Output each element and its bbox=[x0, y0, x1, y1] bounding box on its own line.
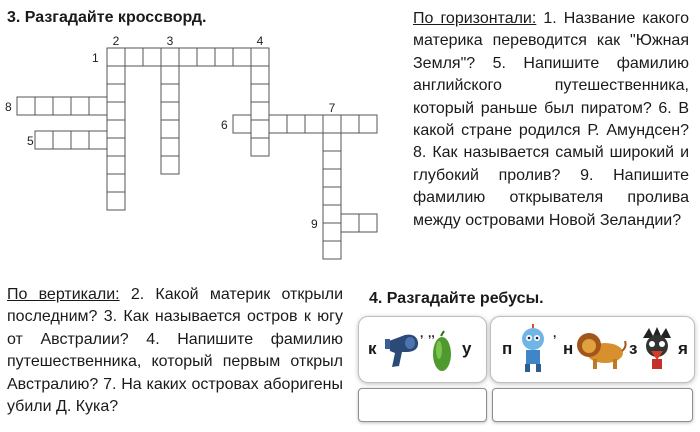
cell bbox=[233, 48, 251, 66]
clue-number-2: 2 bbox=[112, 34, 120, 48]
clue-number-5: 5 bbox=[27, 134, 34, 148]
cell bbox=[323, 205, 341, 223]
rebus-card-1 bbox=[358, 316, 487, 383]
cell bbox=[161, 120, 179, 138]
cell bbox=[323, 187, 341, 205]
cell bbox=[53, 131, 71, 149]
cell bbox=[341, 115, 359, 133]
cell bbox=[251, 48, 269, 66]
cell bbox=[125, 48, 143, 66]
cell bbox=[359, 115, 377, 133]
cucumber-icon bbox=[429, 330, 455, 374]
rebus-letter-z: з bbox=[629, 339, 638, 358]
cell bbox=[215, 48, 233, 66]
cell bbox=[233, 115, 251, 133]
cell bbox=[161, 156, 179, 174]
rebus-letter-u: у bbox=[462, 339, 472, 358]
hair-dryer-icon bbox=[383, 327, 423, 371]
cell bbox=[71, 131, 89, 149]
cell bbox=[35, 131, 53, 149]
rebus-answer-field-1[interactable] bbox=[358, 388, 487, 422]
cell bbox=[287, 115, 305, 133]
cell bbox=[323, 169, 341, 187]
crossword-heading: 3. Разгадайте кроссворд. bbox=[7, 9, 207, 26]
clue-number-6: 6 bbox=[221, 118, 228, 132]
down-title: По вертикали: bbox=[7, 286, 120, 303]
cell bbox=[107, 66, 125, 84]
cell bbox=[107, 138, 125, 156]
cell bbox=[107, 174, 125, 192]
cell bbox=[89, 97, 107, 115]
cell bbox=[197, 48, 215, 66]
rebus-letter-n: н bbox=[563, 339, 574, 358]
cell bbox=[143, 48, 161, 66]
rebus-answer-field-2[interactable] bbox=[492, 388, 693, 422]
cell bbox=[53, 97, 71, 115]
cell bbox=[161, 66, 179, 84]
cell bbox=[17, 97, 35, 115]
cell bbox=[161, 84, 179, 102]
cell bbox=[161, 138, 179, 156]
lion-icon bbox=[575, 327, 627, 371]
clue-number-3: 3 bbox=[166, 34, 174, 48]
clue-number-1: 1 bbox=[92, 51, 99, 65]
cell bbox=[107, 102, 125, 120]
rebus-letter-k: к bbox=[368, 339, 377, 358]
clue-number-8: 8 bbox=[5, 100, 12, 114]
cell bbox=[251, 66, 269, 84]
rebus-letter-p: п bbox=[502, 339, 513, 358]
down-text: 2. Какой материк открыли последним? 3. Как называется остров к югу от Австралии? 4. Напишите фамилию путешественника, который первым открыл Австралию? 7. На каких островах аборигены убили Д. Кука? bbox=[7, 286, 344, 416]
cell bbox=[251, 102, 269, 120]
rebus-letter-ya: я bbox=[678, 339, 688, 358]
across-text: 1. Название какого материка переводится как "Южная Земля"? 5. Напишите фамилию английского путешественника, который раньше был пиратом? 6. В какой стране родился Р. Амундсен? 8. Как называется самый широкий и глубокий пролив? 9. Напишите фамилию открывателя пролива между островами Новой Зеландии? bbox=[413, 10, 689, 229]
cell bbox=[161, 48, 179, 66]
cell bbox=[305, 115, 323, 133]
crossword-grid bbox=[0, 30, 400, 275]
rebus-comma-left: ,, bbox=[428, 326, 435, 340]
crow-character-icon bbox=[639, 326, 675, 370]
rebus-card-2 bbox=[490, 316, 695, 383]
cell bbox=[269, 115, 287, 133]
cell bbox=[323, 151, 341, 169]
cell bbox=[251, 120, 269, 138]
down-clues bbox=[7, 284, 343, 418]
cell bbox=[359, 214, 377, 232]
cell bbox=[161, 102, 179, 120]
cell bbox=[251, 138, 269, 156]
cell bbox=[323, 241, 341, 259]
cell bbox=[323, 115, 341, 133]
cell bbox=[107, 84, 125, 102]
cell bbox=[323, 223, 341, 241]
across-clues bbox=[413, 8, 689, 232]
clue-number-9: 9 bbox=[311, 217, 318, 231]
clue-number-4: 4 bbox=[256, 34, 264, 48]
cell bbox=[179, 48, 197, 66]
cell bbox=[35, 97, 53, 115]
cell bbox=[107, 156, 125, 174]
cell bbox=[89, 131, 107, 149]
cell bbox=[107, 48, 125, 66]
across-title: По горизонтали: bbox=[413, 10, 537, 27]
cell bbox=[323, 133, 341, 151]
cell bbox=[341, 214, 359, 232]
cell bbox=[107, 120, 125, 138]
rebus-heading: 4. Разгадайте ребусы. bbox=[369, 290, 544, 307]
cartoon-character-icon bbox=[515, 324, 551, 374]
cell bbox=[251, 84, 269, 102]
cell bbox=[71, 97, 89, 115]
clue-number-7: 7 bbox=[328, 101, 336, 115]
cell bbox=[107, 192, 125, 210]
rebus-comma-right: , bbox=[420, 326, 424, 340]
rebus-comma-right: , bbox=[553, 326, 557, 340]
